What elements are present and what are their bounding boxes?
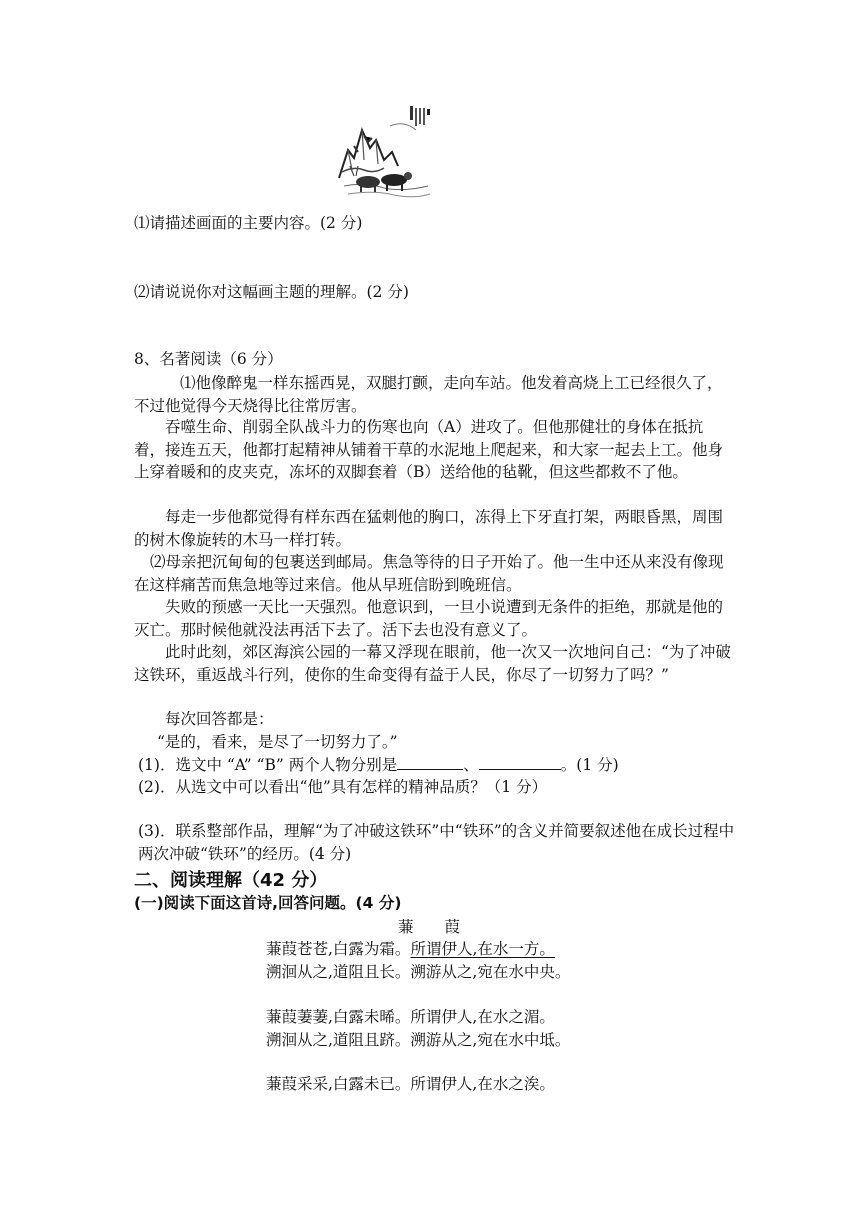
poem-line-3: 蒹葭萋萋,白露未晞。所谓伊人,在水之湄。: [266, 1008, 555, 1026]
poem-line-5: 蒹葭采采,白露未已。所谓伊人,在水之涘。: [266, 1075, 555, 1093]
excerpt-paragraph-8: “是的，看来，是尽了一切努力了。”: [157, 733, 398, 751]
question-1-text: (1)．选文中 “A” “B” 两个人物分别是: [138, 756, 398, 774]
picture-question-2: ⑵请说说你对这幅画主题的理解。(2 分): [134, 283, 409, 301]
part-2-subheading: (一)阅读下面这首诗,回答问题。(4 分): [134, 894, 402, 912]
question-2: (2)．从选文中可以看出“他”具有怎样的精神品质？（1 分）: [138, 778, 548, 796]
poem-line-2: 溯洄从之,道阻且长。溯游从之,宛在水中央。: [266, 963, 571, 981]
excerpt-paragraph-4: ⑵母亲把沉甸甸的包裹送到邮局。焦急等待的日子开始了。他一生中还从来没有像现在这样痛苦而焦急地等过来信。他从早班信盼到晚班信。: [134, 553, 724, 594]
excerpt-paragraph-5: 失败的预感一天比一天强烈。他意识到，一旦小说遭到无条件的拒绝，那就是他的灭亡。那时候他就没法再活下去了。活下去也没有意义了。: [134, 598, 724, 639]
picture-question-1: ⑴请描述画面的主要内容。(2 分): [134, 214, 363, 232]
poem-line-1-a: 蒹葭苍苍,白露为霜。: [266, 940, 411, 958]
answer-blank-a[interactable]: [397, 753, 463, 770]
excerpt-paragraph-6: 此时此刻，郊区海滨公园的一幕又浮现在眼前，他一次又一次地问自己：“为了冲破这铁环，重返战斗行列，使你的生命变得有益于人民，你尽了一切努力了吗？”: [134, 643, 731, 684]
question-1-score: 。(1 分): [560, 756, 619, 774]
section-8-heading: 8、名著阅读（6 分）: [134, 350, 283, 368]
poem-line-1-underlined: 所谓伊人,在水一方。: [410, 940, 555, 958]
excerpt-paragraph-7: 每次回答都是：: [165, 710, 274, 728]
poem-line-1: [266, 938, 555, 960]
part-2-heading: 二、阅读理解（42 分）: [134, 870, 328, 891]
poem-line-4: 溯洄从之,道阻且跻。溯游从之,宛在水中坻。: [266, 1031, 571, 1049]
excerpt-paragraph-3: 每走一步他都觉得有样东西在猛刺他的胸口，冻得上下牙直打架，两眼昏黑，周围的树木像旋转的木马一样打转。: [134, 508, 724, 549]
answer-blank-b[interactable]: [479, 753, 561, 770]
excerpt-paragraph-1: ⑴他像醉鬼一样东摇西晃，双腿打颤，走向车站。他发着高烧上工已经很久了，不过他觉得今天烧得比往常厉害。: [134, 374, 723, 415]
excerpt-paragraph-2: 吞噬生命、削弱全队战斗力的伤寒也向（A）进攻了。但他那健壮的身体在抵抗着，接连五天，他都打起精神从铺着干草的水泥地上爬起来，和大家一起去上工。他身上穿着暖和的皮夹克，冻坏的双脚套着（B）送给他的毡靴，但这些都救不了他。: [134, 418, 724, 481]
question-3: (3)．联系整部作品，理解“为了冲破这铁环”中“铁环”的含义并简要叙述他在成长过程中两次冲破“铁环”的经历。(4 分): [138, 822, 735, 863]
question-1-separator: 、: [463, 756, 479, 774]
ink-painting-image: [334, 100, 434, 202]
poem-title: 蒹 葭: [398, 918, 461, 936]
question-1: [138, 753, 619, 776]
